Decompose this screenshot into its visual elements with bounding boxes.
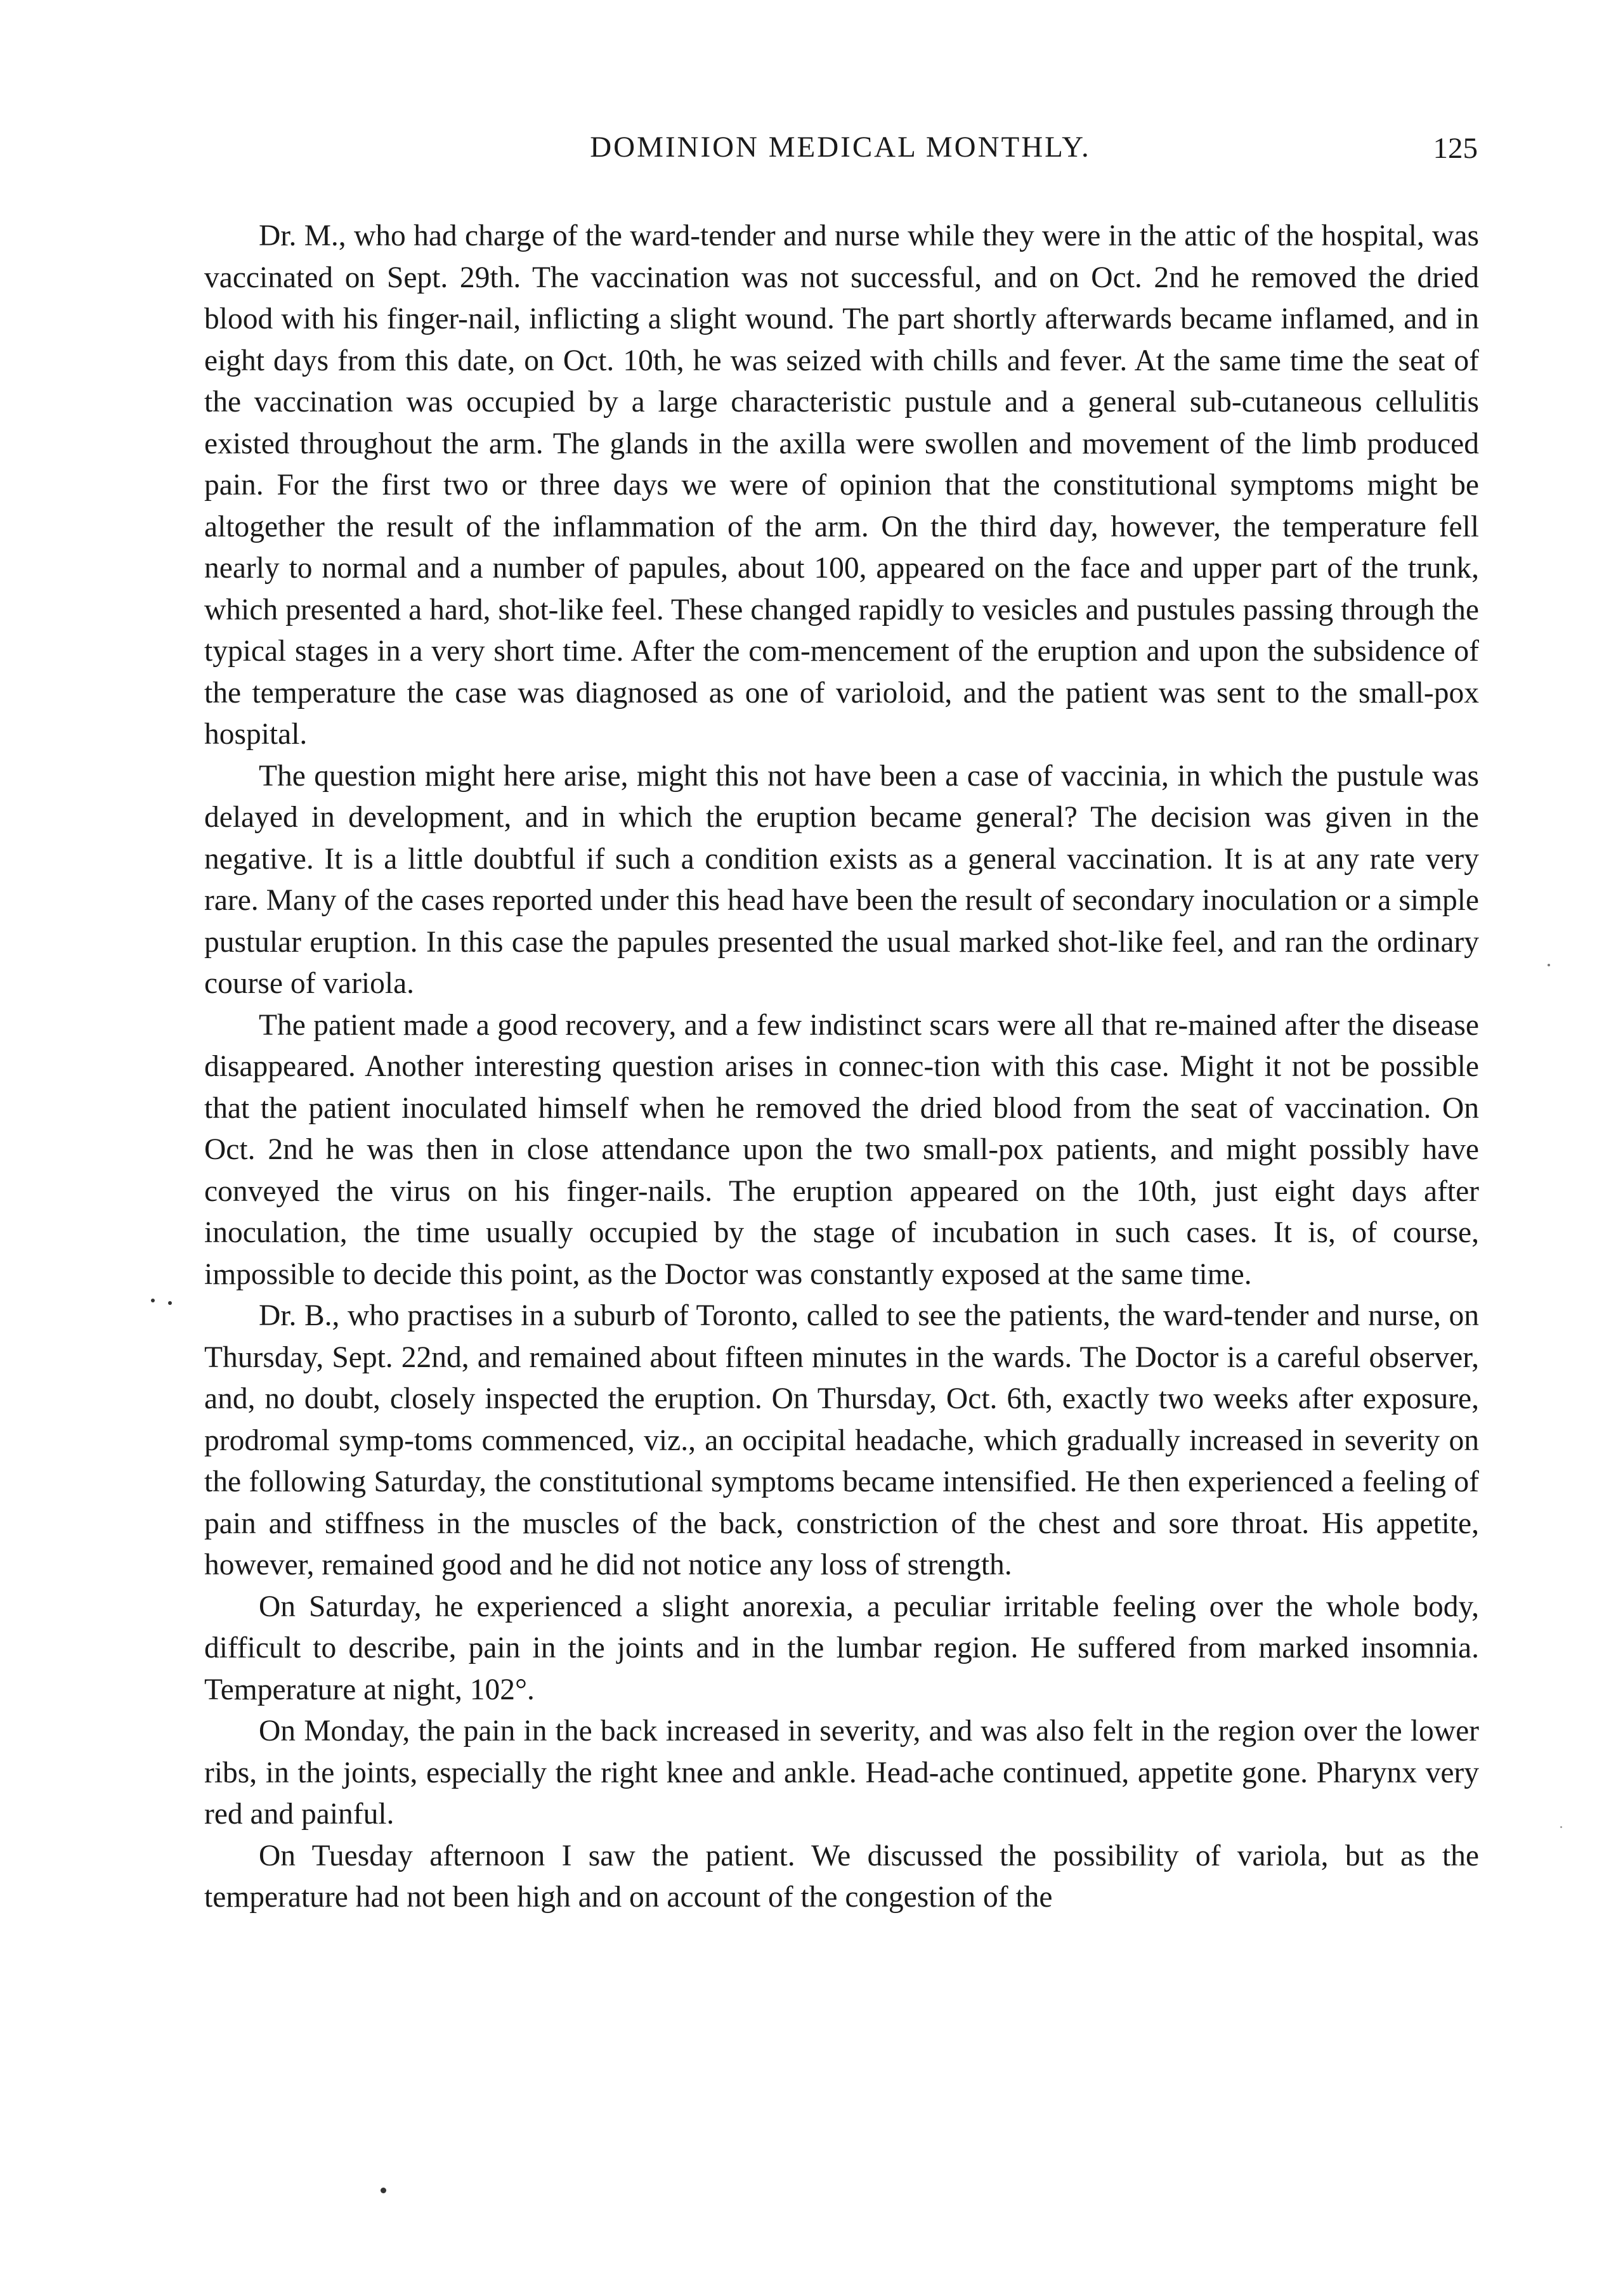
paragraph: On Saturday, he experienced a slight anorexia, a peculiar irritable feeling over the whole body, difficult to describe, pain in the joints and in the lumbar region. He suffered from marked insomnia. Temperature at night, 102°.: [204, 1590, 1479, 1706]
ink-speck: [151, 1299, 155, 1302]
paragraph: On Monday, the pain in the back increased in severity, and was also felt in the region over the lower ribs, in the joints, especially the right knee and ankle. Head-ache continued, appetite gone. Pharynx very red and painful.: [204, 1715, 1479, 1831]
paragraph: Dr. B., who practises in a suburb of Toronto, called to see the patients, the ward-tender and nurse, on Thursday, Sept. 22nd, and remained about fifteen minutes in the wards. The Doctor is a careful observer, and, no doubt, closely inspected the eruption. On Thursday, Oct. 6th, exactly two weeks after exposure, prodromal symp-toms commenced, viz., an occipital headache, which gradually increased in severity on the following Saturday, the constitutional symptoms became intensified. He then experienced a feeling of pain and stiffness in the muscles of the back, constriction of the chest and sore throat. His appetite, however, remained good and he did not notice any loss of strength.: [204, 1299, 1479, 1581]
paragraph: On Tuesday afternoon I saw the patient. We discussed the possibility of variola, but as the temperature had not been high and on account of the congestion of the: [204, 1839, 1479, 1914]
ink-speck: [1560, 1826, 1562, 1828]
paragraph: The question might here arise, might this not have been a case of vaccinia, in which the pustule was delayed in development, and in which the eruption became general? The decision was given in the negative. It is a little doubtful if such a condition exists as a general vaccination. It is at any rate very rare. Many of the cases reported under this head have been the result of secondary inoculation or a simple pustular eruption. In this case the papules presented the usual marked shot-like feel, and ran the ordinary course of variola.: [204, 759, 1479, 1000]
running-title: DOMINION MEDICAL MONTHLY.: [590, 131, 1091, 164]
ink-speck: [381, 2188, 386, 2193]
paragraph: Dr. M., who had charge of the ward-tender and nurse while they were in the attic of the hospital, was vaccinated on Sept. 29th. The vaccination was not successful, and on Oct. 2nd he removed the dried blood with his finger-nail, inflicting a slight wound. The part shortly afterwards became inflamed, and in eight days from this date, on Oct. 10th, he was seized with chills and fever. At the same time the seat of the vaccination was occupied by a large characteristic pustule and a general sub-cutaneous cellulitis existed throughout the arm. The glands in the axilla were swollen and movement of the limb produced pain. For the first two or three days we were of opinion that the constitutional symptoms might be altogether the result of the inflammation of the arm. On the third day, however, the temperature fell nearly to normal and a number of papules, about 100, appeared on the face and upper part of the trunk, which presented a hard, shot-like feel. These changed rapidly to vesicles and pustules passing through the typical stages in a very short time. After the com-mencement of the eruption and upon the subsidence of the temperature the case was diagnosed as one of varioloid, and the patient was sent to the small-pox hospital.: [204, 219, 1479, 751]
ink-speck: [168, 1301, 172, 1305]
ink-speck: [1548, 964, 1550, 966]
article-body: [204, 216, 1479, 1919]
running-head: [203, 130, 1478, 181]
page-number: 125: [1433, 132, 1478, 165]
paragraph: The patient made a good recovery, and a few indistinct scars were all that re-mained after the disease disappeared. Another interesting question arises in connec-tion with this case. Might it not be possible that the patient inoculated himself when he removed the dried blood from the seat of vaccination. On Oct. 2nd he was then in close attendance upon the two small-pox patients, and might possibly have conveyed the virus on his finger-nails. The eruption appeared on the 10th, just eight days after inoculation, the time usually occupied by the stage of incubation in such cases. It is, of course, impossible to decide this point, as the Doctor was constantly exposed at the same time.: [204, 1008, 1479, 1291]
